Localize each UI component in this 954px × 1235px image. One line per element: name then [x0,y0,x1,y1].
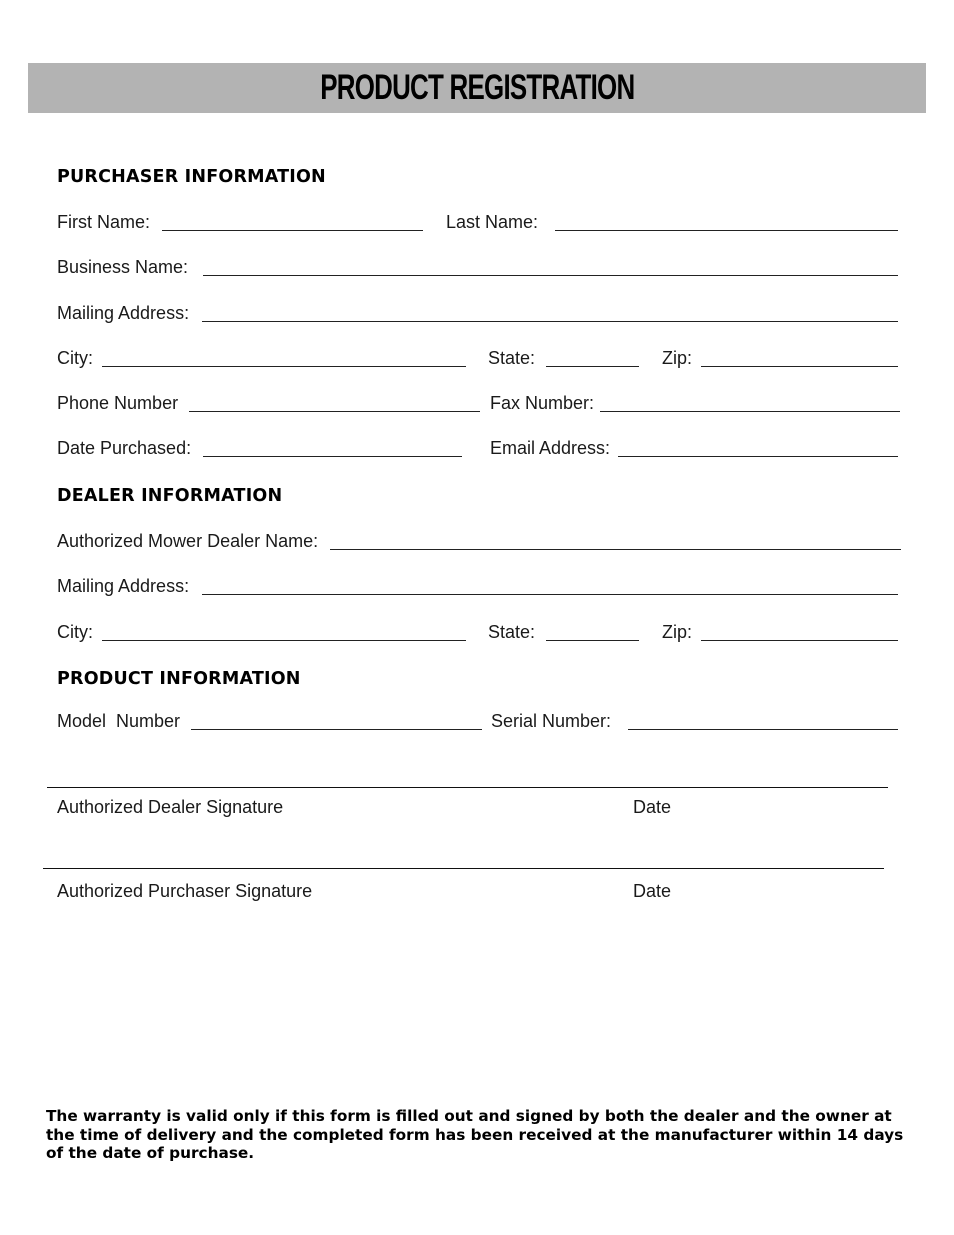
phone-label: Phone Number [57,393,179,413]
dealer-name-field[interactable] [330,535,901,550]
email-field[interactable] [618,442,898,457]
date-purchased-label: Date Purchased: [57,438,192,458]
dealer-zip-label: Zip: [662,622,693,642]
email-label: Email Address: [490,438,611,458]
dealer-city-field[interactable] [102,626,466,641]
fax-label: Fax Number: [490,393,595,413]
business-name-field[interactable] [203,261,898,276]
purchaser-zip-label: Zip: [662,348,693,368]
purchaser-signature-line[interactable] [43,868,884,869]
date-purchased-field[interactable] [203,442,462,457]
dealer-heading: DEALER INFORMATION [57,486,283,506]
serial-number-label: Serial Number: [491,711,612,731]
dealer-state-label: State: [488,622,536,642]
dealer-signature-line[interactable] [47,787,888,788]
dealer-city-label: City: [57,622,93,642]
page-title: PRODUCT REGISTRATION [319,68,635,107]
dealer-mailing-address-label: Mailing Address: [57,576,190,596]
first-name-field[interactable] [162,216,423,231]
purchaser-heading: PURCHASER INFORMATION [57,167,326,187]
dealer-zip-field[interactable] [701,626,898,641]
purchaser-signature-label: Authorized Purchaser Signature [57,881,313,901]
model-number-field[interactable] [191,715,482,730]
business-name-label: Business Name: [57,257,189,277]
model-number-label: Model Number [57,711,181,731]
dealer-date-label: Date [633,797,672,817]
purchaser-state-field[interactable] [546,352,639,367]
dealer-name-label: Authorized Mower Dealer Name: [57,531,319,551]
purchaser-state-label: State: [488,348,536,368]
fax-field[interactable] [600,397,900,412]
first-name-label: First Name: [57,212,151,232]
purchaser-city-field[interactable] [102,352,466,367]
purchaser-date-label: Date [633,881,672,901]
warranty-note: The warranty is valid only if this form is filled out and signed by both the dealer and the owner at the time of delivery and the completed form has been received at the manufacturer within 14 days of the date of purchase. [46,1107,904,1162]
product-heading: PRODUCT INFORMATION [57,669,301,689]
purchaser-mailing-address-label: Mailing Address: [57,303,190,323]
purchaser-mailing-address-field[interactable] [202,307,898,322]
last-name-field[interactable] [555,216,898,231]
dealer-mailing-address-field[interactable] [202,580,898,595]
purchaser-city-label: City: [57,348,93,368]
last-name-label: Last Name: [446,212,539,232]
dealer-state-field[interactable] [546,626,639,641]
dealer-signature-label: Authorized Dealer Signature [57,797,284,817]
serial-number-field[interactable] [628,715,898,730]
purchaser-zip-field[interactable] [701,352,898,367]
title-bar [28,63,926,113]
phone-field[interactable] [189,397,480,412]
